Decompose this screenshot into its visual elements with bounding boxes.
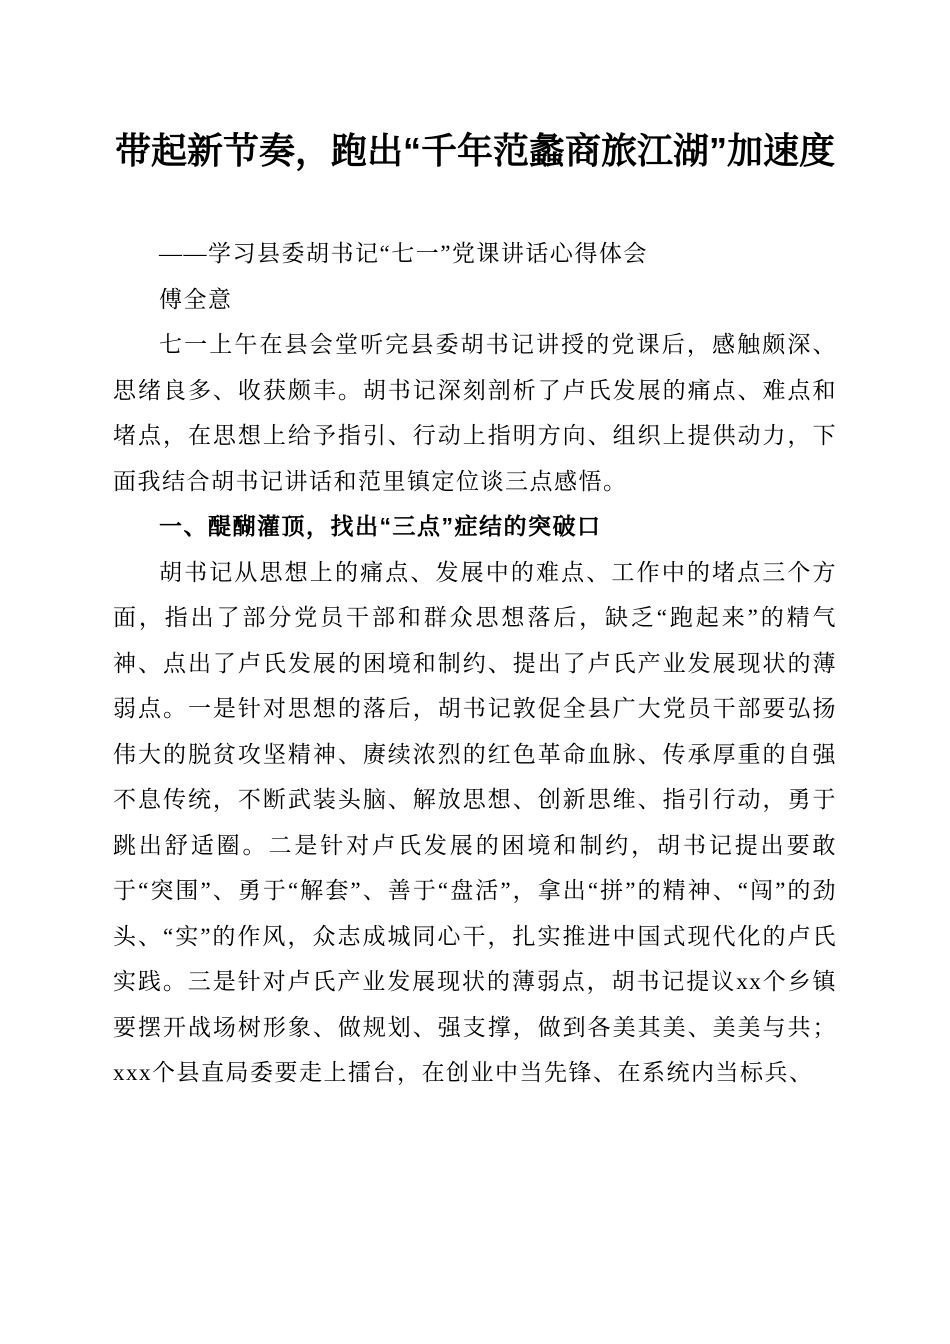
section-heading-one: 一、醍醐灌顶，找出“三点”症结的突破口 xyxy=(159,513,602,539)
paragraph-intro: 七一上午在县会堂听完县委胡书记讲授的党课后，感触颇深、思绪良多、收获颇丰。胡书记深刻剖析了卢氏发展的痛点、难点和堵点，在思想上给予指引、行动上指明方向、组织上提供动力，下面我结合胡书记讲话和范里镇定位谈三点感悟。 xyxy=(113,332,837,494)
document-title: 带起新节奏，跑出“千年范蠡商旅江湖”加速度 xyxy=(114,130,835,171)
document-subtitle: ——学习县委胡书记“七一”党课讲话心得体会 xyxy=(159,241,648,266)
paragraph-section-one-body: 胡书记从思想上的痛点、发展中的难点、工作中的堵点三个方面，指出了部分党员干部和群众思想落后，缺乏“跑起来”的精气神、点出了卢氏发展的困境和制约、提出了卢氏产业发展现状的薄弱点。一是针对思想的落后，胡书记敦促全县广大党员干部要弘扬伟大的脱贫攻坚精神、赓续浓烈的红色革命血脉、传承厚重的自强不息传统，不断武装头脑、解放思想、创新思维、指引行动，勇于跳出舒适圈。二是针对卢氏发展的困境和制约，胡书记提出要敢于“突围”、勇于“解套”、善于“盘活”，拿出“拼”的精神、“闯”的劲头、“实”的作风，众志成城同心干，扎实推进中国式现代化的卢氏实践。三是针对卢氏产业发展现状的薄弱点，胡书记提议xx个乡镇要摆开战场树形象、做规划、强支撑，做到各美其美、美美与共；xxx个县直局委要走上擂台，在创业中当先锋、在系统内当标兵、 xyxy=(113,559,837,1085)
author-line: 傅全意 xyxy=(159,286,233,312)
